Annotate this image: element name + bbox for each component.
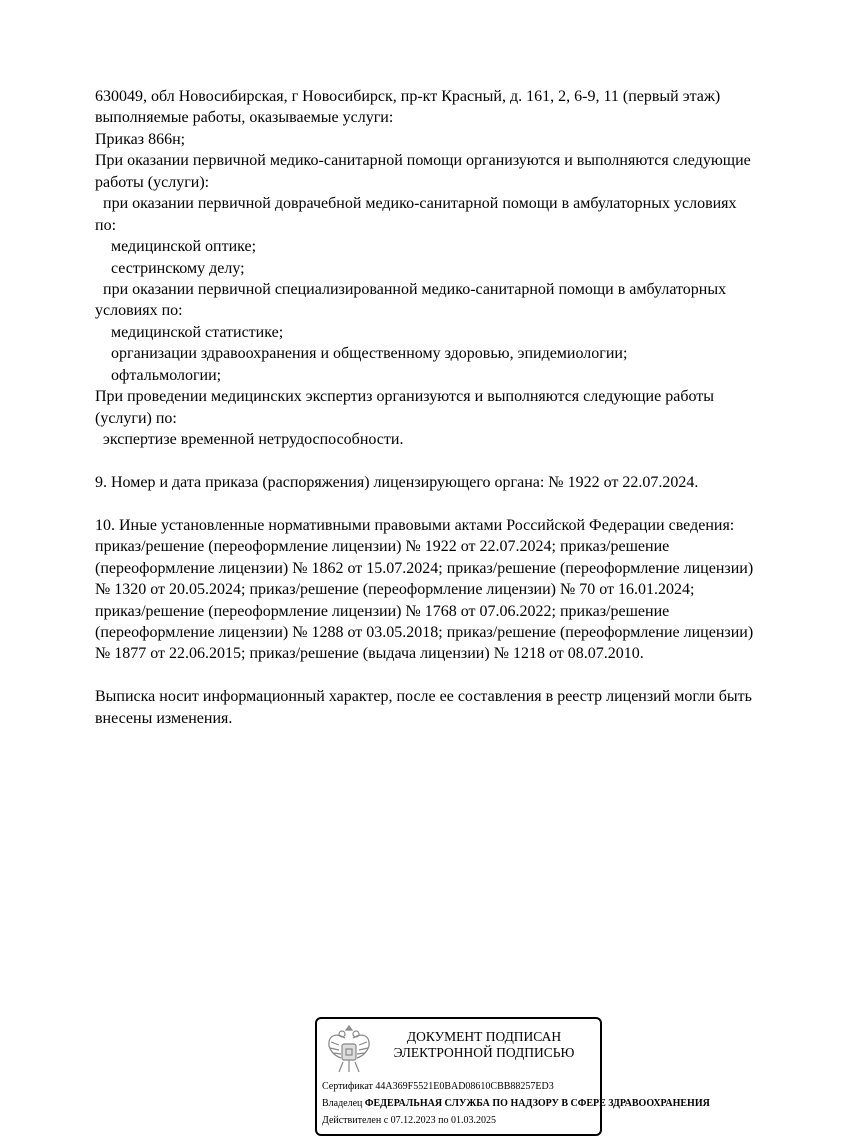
text-line: 9. Номер и дата приказа (распоряжения) лицензирующего органа: № 1922 от 22.07.2024. [95, 473, 699, 491]
text-line [95, 493, 825, 514]
text-line: (переоформление лицензии) № 1288 от 03.05.2018; приказ/решение (переоформление лицензии) [95, 623, 754, 641]
e-signature-stamp [315, 1017, 710, 1136]
text-line: При оказании первичной медико-санитарной помощи организуются и выполняются следующие [95, 152, 751, 170]
cert-value: 44A369F5521E0BAD08610CBB88257ED3 [375, 1081, 554, 1092]
text-line: приказ/решение (переоформление лицензии) № 1922 от 22.07.2024; приказ/решение [95, 538, 670, 556]
text-line: при оказании первичной доврачебной медико-санитарной помощи в амбулаторных условиях [95, 195, 737, 213]
stamp-owner [322, 1098, 710, 1110]
text-line: экспертизе временной нетрудоспособности. [95, 431, 404, 448]
text-line: работы (услуги): [95, 173, 210, 191]
text-line: № 1877 от 22.06.2015; приказ/решение (выдача лицензии) № 1218 от 08.07.2010. [95, 645, 644, 663]
coat-of-arms-icon [325, 1022, 373, 1077]
stamp-title-line1: ДОКУМЕНТ ПОДПИСАН [406, 1029, 562, 1044]
cert-label: Сертификат [322, 1081, 373, 1092]
text-line: выполняемые работы, оказываемые услуги: [95, 109, 394, 127]
text-line [95, 450, 825, 471]
text-line: организации здравоохранения и общественному здоровью, эпидемиологии; [95, 345, 628, 363]
text-line: 630049, обл Новосибирская, г Новосибирск, пр-кт Красный, д. 161, 2, 6-9, 11 (первый этаж) [95, 88, 721, 105]
text-line: (переоформление лицензии) № 1862 от 15.07.2024; приказ/решение (переоформление лицензии) [95, 559, 754, 577]
text-line: (услуги) по: [95, 409, 177, 427]
text-line: медицинской оптике; [95, 238, 257, 256]
text-line: приказ/решение (переоформление лицензии) № 1768 от 07.06.2022; приказ/решение [95, 602, 670, 620]
text-line: офтальмологии; [95, 366, 222, 384]
stamp-validity: Действителен с 07.12.2023 по 01.03.2025 [322, 1115, 496, 1126]
text-line: Выписка носит информационный характер, после ее составления в реестр лицензий могли быть [95, 688, 752, 706]
text-line: сестринскому делу; [95, 259, 245, 277]
document-body [95, 86, 825, 729]
text-line [95, 665, 825, 686]
text-line: 10. Иные установленные нормативными правовыми актами Российской Федерации сведения: [95, 516, 735, 534]
owner-label: Владелец [322, 1098, 363, 1109]
text-line: при оказании первичной специализированной медико-санитарной помощи в амбулаторных [95, 280, 727, 298]
text-line: внесены изменения. [95, 709, 233, 727]
text-line: условиях по: [95, 302, 183, 320]
text-line: № 1320 от 20.05.2024; приказ/решение (переоформление лицензии) № 70 от 16.01.2024; [95, 581, 695, 599]
text-line: При проведении медицинских экспертиз организуются и выполняются следующие работы [95, 388, 714, 406]
stamp-certificate [322, 1081, 554, 1093]
text-line: Приказ 866н; [95, 130, 186, 148]
stamp-title-line2: ЭЛЕКТРОННОЙ ПОДПИСЬЮ [393, 1045, 575, 1060]
text-line: по: [95, 216, 117, 234]
owner-value: ФЕДЕРАЛЬНАЯ СЛУЖБА ПО НАДЗОРУ В СФЕРЕ ЗДРАВООХРАНЕНИЯ [364, 1098, 710, 1109]
text-line: медицинской статистике; [95, 323, 284, 341]
